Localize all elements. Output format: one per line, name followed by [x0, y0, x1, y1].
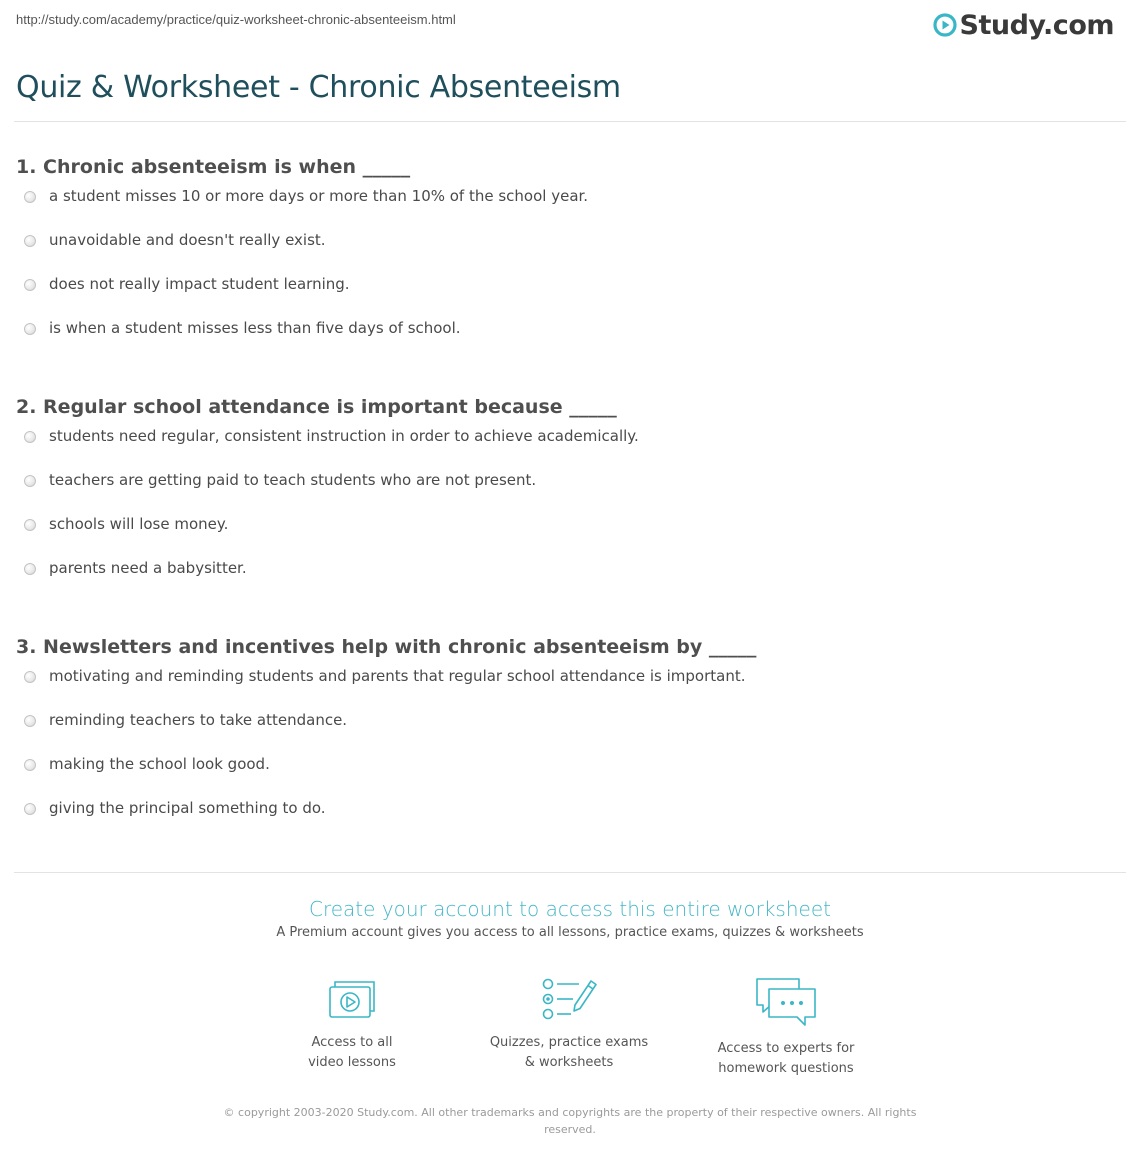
question-1: [16, 156, 1116, 362]
answer-text: schools will lose money.: [49, 515, 229, 533]
feature-quizzes: [469, 975, 669, 1073]
video-lessons-icon: [326, 975, 378, 1021]
radio-button[interactable]: [24, 323, 36, 335]
answer-text: does not really impact student learning.: [49, 275, 350, 293]
answer-option[interactable]: [16, 230, 1116, 274]
chat-bubbles-icon: [753, 975, 819, 1027]
question-text: 3. Newsletters and incentives help with chronic absenteeism by _____: [16, 636, 757, 658]
cta-link[interactable]: Create your account to access this entire worksheet: [309, 897, 831, 921]
feature-label: Access to all video lessons: [308, 1035, 396, 1070]
radio-button[interactable]: [24, 759, 36, 771]
divider: [14, 121, 1126, 122]
feature-video-lessons: [252, 975, 452, 1073]
answer-option[interactable]: [16, 798, 1116, 842]
cta-subtitle: A Premium account gives you access to all lessons, practice exams, quizzes & worksheets: [276, 925, 864, 940]
study-play-icon: [933, 13, 957, 37]
radio-button[interactable]: [24, 191, 36, 203]
answer-text: parents need a babysitter.: [49, 559, 247, 577]
answer-text: making the school look good.: [49, 755, 270, 773]
answer-text: giving the principal something to do.: [49, 799, 326, 817]
answer-text: motivating and reminding students and parents that regular school attendance is important.: [49, 667, 746, 685]
radio-button[interactable]: [24, 235, 36, 247]
radio-button[interactable]: [24, 475, 36, 487]
feature-label: Access to experts for homework questions: [717, 1041, 855, 1076]
feature-label: Quizzes, practice exams & worksheets: [489, 1035, 649, 1070]
radio-button[interactable]: [24, 715, 36, 727]
answer-option[interactable]: [16, 558, 1116, 602]
radio-button[interactable]: [24, 279, 36, 291]
answer-text: is when a student misses less than five days of school.: [49, 319, 461, 337]
answer-option[interactable]: [16, 318, 1116, 362]
answer-text: teachers are getting paid to teach students who are not present.: [49, 471, 537, 489]
answer-option[interactable]: [16, 666, 1116, 710]
top-bar: [0, 0, 1140, 50]
answer-option[interactable]: [16, 470, 1116, 514]
question-text: 2. Regular school attendance is important because _____: [16, 396, 617, 418]
feature-list: [0, 975, 1140, 1085]
question-text: 1. Chronic absenteeism is when _____: [16, 156, 411, 178]
feature-experts: [686, 975, 886, 1079]
radio-button[interactable]: [24, 671, 36, 683]
radio-button[interactable]: [24, 519, 36, 531]
answer-text: students need regular, consistent instruction in order to achieve academically.: [49, 427, 639, 445]
logo-text: Study.com: [959, 9, 1114, 41]
answer-option[interactable]: [16, 514, 1116, 558]
question-2: [16, 396, 1116, 602]
radio-button[interactable]: [24, 803, 36, 815]
answer-option[interactable]: [16, 274, 1116, 318]
answer-option[interactable]: [16, 710, 1116, 754]
study-logo[interactable]: [933, 6, 1114, 44]
radio-button[interactable]: [24, 563, 36, 575]
answer-text: unavoidable and doesn't really exist.: [49, 231, 326, 249]
copyright-text: © copyright 2003-2020 Study.com. All other trademarks and copyrights are the property of their respective owners. All rights reserved.: [223, 1106, 917, 1136]
copyright-notice: [0, 1104, 1140, 1138]
divider: [14, 872, 1126, 873]
page-title: Quiz & Worksheet - Chronic Absenteeism: [16, 70, 621, 105]
answer-option[interactable]: [16, 754, 1116, 798]
page-url: http://study.com/academy/practice/quiz-worksheet-chronic-absenteeism.html: [16, 12, 456, 27]
answer-text: a student misses 10 or more days or more than 10% of the school year.: [49, 187, 589, 205]
radio-button[interactable]: [24, 431, 36, 443]
answer-option[interactable]: [16, 426, 1116, 470]
answer-option[interactable]: [16, 186, 1116, 230]
signup-callout: [0, 895, 1140, 940]
answer-text: reminding teachers to take attendance.: [49, 711, 348, 729]
question-3: [16, 636, 1116, 842]
quiz-checklist-icon: [539, 975, 599, 1021]
